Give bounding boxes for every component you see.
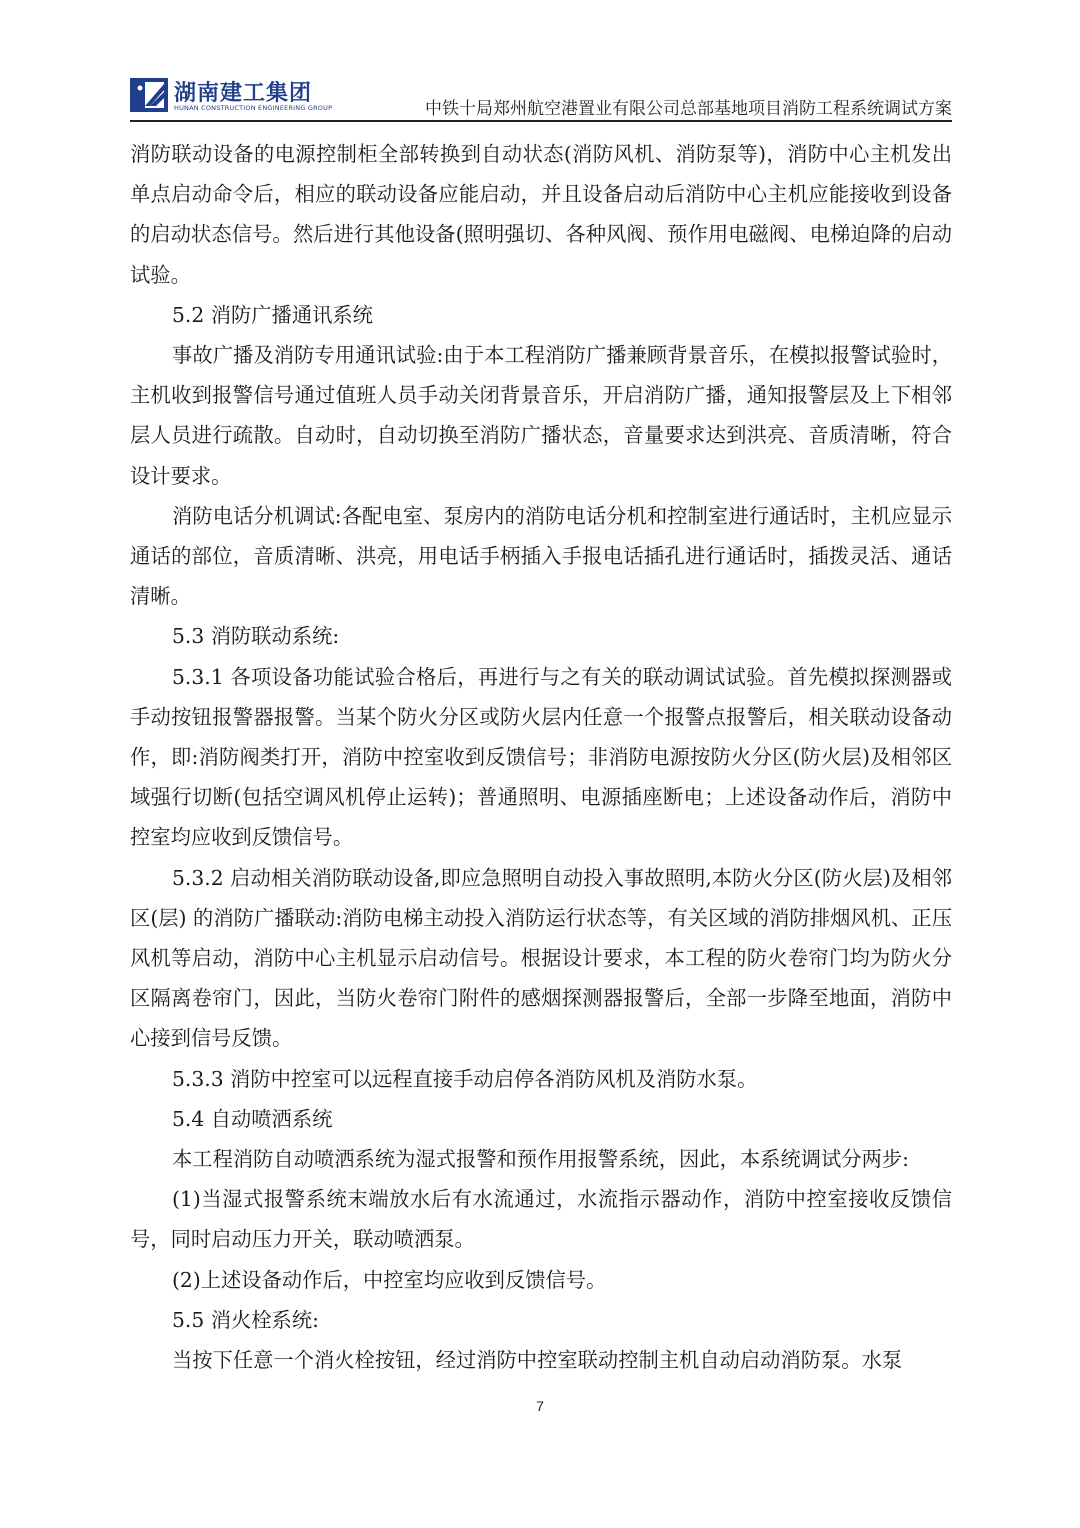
logo-emblem-icon — [130, 76, 168, 114]
paragraph: 消防电话分机调试:各配电室、泵房内的消防电话分机和控制室进行通话时，主机应显示通话的部位，音质清晰、洪亮，用电话手柄插入手报电话插孔进行通话时，插拨灵活、通话清晰。 — [130, 503, 952, 609]
company-logo — [130, 76, 333, 116]
list-item: (1)当湿式报警系统末端放水后有水流通过，水流指示器动作，消防中控室接收反馈信号，同时启动压力开关，联动喷洒泵。 — [130, 1187, 952, 1252]
logo-title: 湖南建工集团 — [174, 81, 313, 106]
paragraph-5-3-2: 5.3.2 启动相关消防联动设备,即应急照明自动投入事故照明,本防火分区(防火层)及相邻区(层) 的消防广播联动:消防电梯主动投入消防运行状态等，有关区域的消防排烟风机、正压风机等启动，消防中心主机显示启动信号。根据设计要求，本工程的防火卷帘门均为防火分区隔离卷帘门，因此，当防火卷帘门附件的感烟探测器报警后，全部一步降至地面，消防中心接到信号反馈。 — [130, 865, 952, 1051]
section-heading-5-4: 5.4 自动喷洒系统 — [172, 1106, 333, 1131]
list-item: (2)上述设备动作后，中控室均应收到反馈信号。 — [172, 1267, 607, 1292]
section-heading-5-3: 5.3 消防联动系统: — [172, 624, 340, 649]
paragraph: 当按下任意一个消火栓按钮，经过消防中控室联动控制主机自动启动消防泵。水泵 — [172, 1348, 903, 1373]
document-title: 中铁十局郑州航空港置业有限公司总部基地项目消防工程系统调试方案 — [425, 99, 952, 119]
paragraph-5-3-1: 5.3.1 各项设备功能试验合格后，再进行与之有关的联动调试试验。首先模拟探测器或手动按钮报警器报警。当某个防火分区或防火层内任意一个报警点报警后，相关联动设备动作，即:消防阀类打开，消防中控室收到反馈信号；非消防电源按防火分区(防火层)及相邻区域强行切断(包括空调风机停止运转)；普通照明、电源插座断电；上述设备动作后，消防中控室均应收到反馈信号。 — [130, 664, 952, 850]
section-heading-5-5: 5.5 消火栓系统: — [172, 1307, 319, 1332]
document-body — [130, 134, 952, 1380]
logo-subtitle: HUNAN CONSTRUCTION ENGINEERING GROUP — [174, 104, 333, 112]
page-number: 7 — [536, 1398, 544, 1414]
paragraph: 事故广播及消防专用通讯试验:由于本工程消防广播兼顾背景音乐，在模拟报警试验时，主机收到报警信号通过值班人员手动关闭背景音乐，开启消防广播，通知报警层及上下相邻层人员进行疏散。自动时，自动切换至消防广播状态，音量要求达到洪亮、音质清晰，符合设计要求。 — [130, 343, 952, 488]
section-heading-5-2: 5.2 消防广播通讯系统 — [172, 302, 373, 327]
paragraph: 本工程消防自动喷洒系统为湿式报警和预作用报警系统，因此，本系统调试分两步: — [172, 1147, 909, 1172]
paragraph-5-3-3: 5.3.3 消防中控室可以远程直接手动启停各消防风机及消防水泵。 — [172, 1066, 758, 1091]
page-header — [130, 72, 952, 120]
paragraph-continuation: 消防联动设备的电源控制柜全部转换到自动状态(消防风机、消防泵等)，消防中心主机发出单点启动命令后，相应的联动设备应能启动，并且设备启动后消防中心主机应能接收到设备的启动状态信号。然后进行其他设备(照明强切、各种风阀、预作用电磁阀、电梯迫降的启动试验。 — [130, 142, 952, 287]
header-divider — [130, 120, 952, 122]
